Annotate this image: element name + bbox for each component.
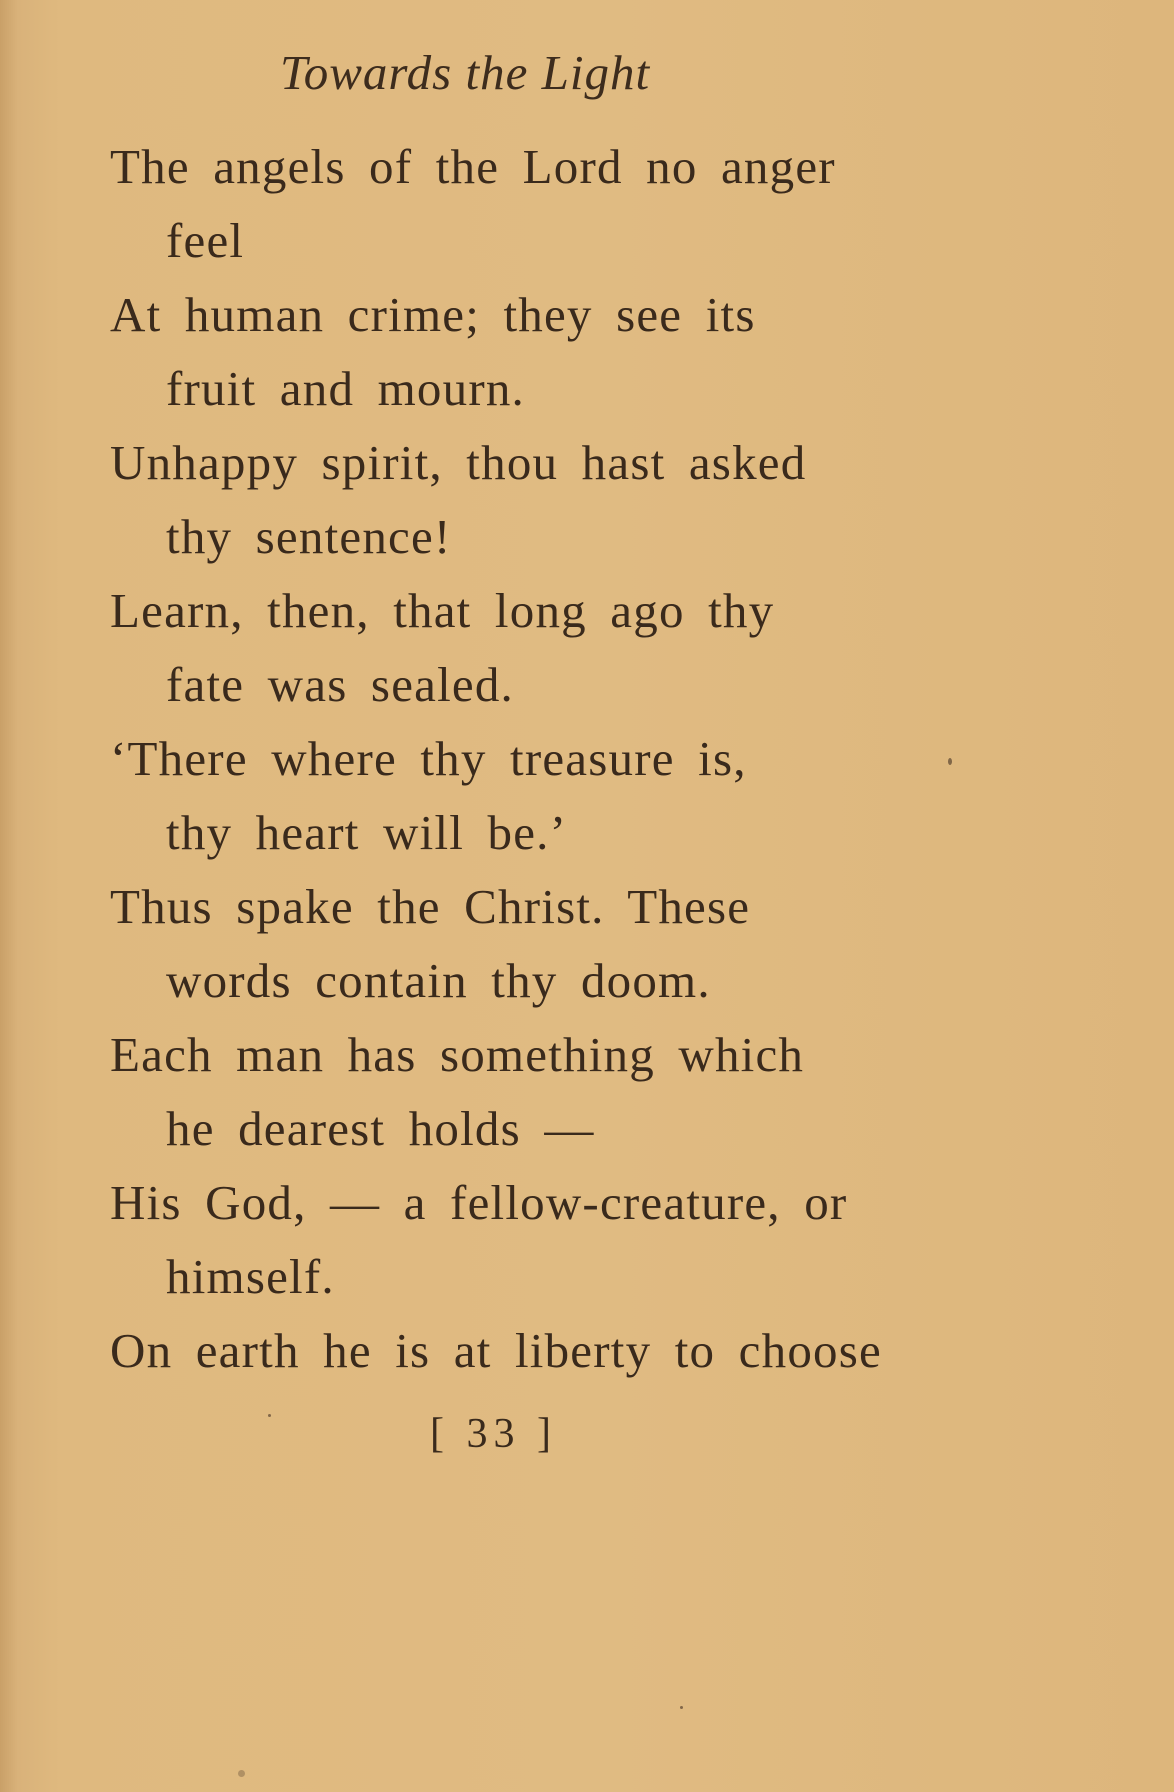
poem-line: Each man has something which [110, 1027, 805, 1082]
poem-line: words contain thy doom. [166, 953, 711, 1008]
poem-line: On earth he is at liberty to choose [110, 1323, 882, 1378]
paper-speck [238, 1770, 245, 1777]
paper-speck [948, 758, 952, 765]
poem-line: fruit and mourn. [166, 361, 525, 416]
page-number: [ 33 ] [430, 1411, 557, 1457]
paper-speck [680, 1706, 683, 1709]
poem-line: His God, — a fellow-creature, or [110, 1175, 848, 1230]
poem-line: Thus spake the Christ. These [110, 879, 751, 934]
poem-line: ‘There where thy treasure is, [110, 731, 747, 786]
paper-speck [268, 1414, 271, 1417]
running-head: Towards the Light [280, 45, 651, 100]
poem-line: Learn, then, that long ago thy [110, 583, 775, 638]
poem-line: At human crime; they see its [110, 287, 756, 342]
poem-line: thy sentence! [166, 509, 452, 564]
poem-line: feel [166, 213, 245, 268]
poem-line: Unhappy spirit, thou hast asked [110, 435, 807, 490]
poem-line: fate was sealed. [166, 657, 515, 712]
poem-line: The angels of the Lord no anger [110, 139, 836, 194]
poem-line: thy heart will be.’ [166, 805, 568, 860]
poem-line: he dearest holds — [166, 1101, 595, 1156]
poem-line: himself. [166, 1249, 335, 1304]
